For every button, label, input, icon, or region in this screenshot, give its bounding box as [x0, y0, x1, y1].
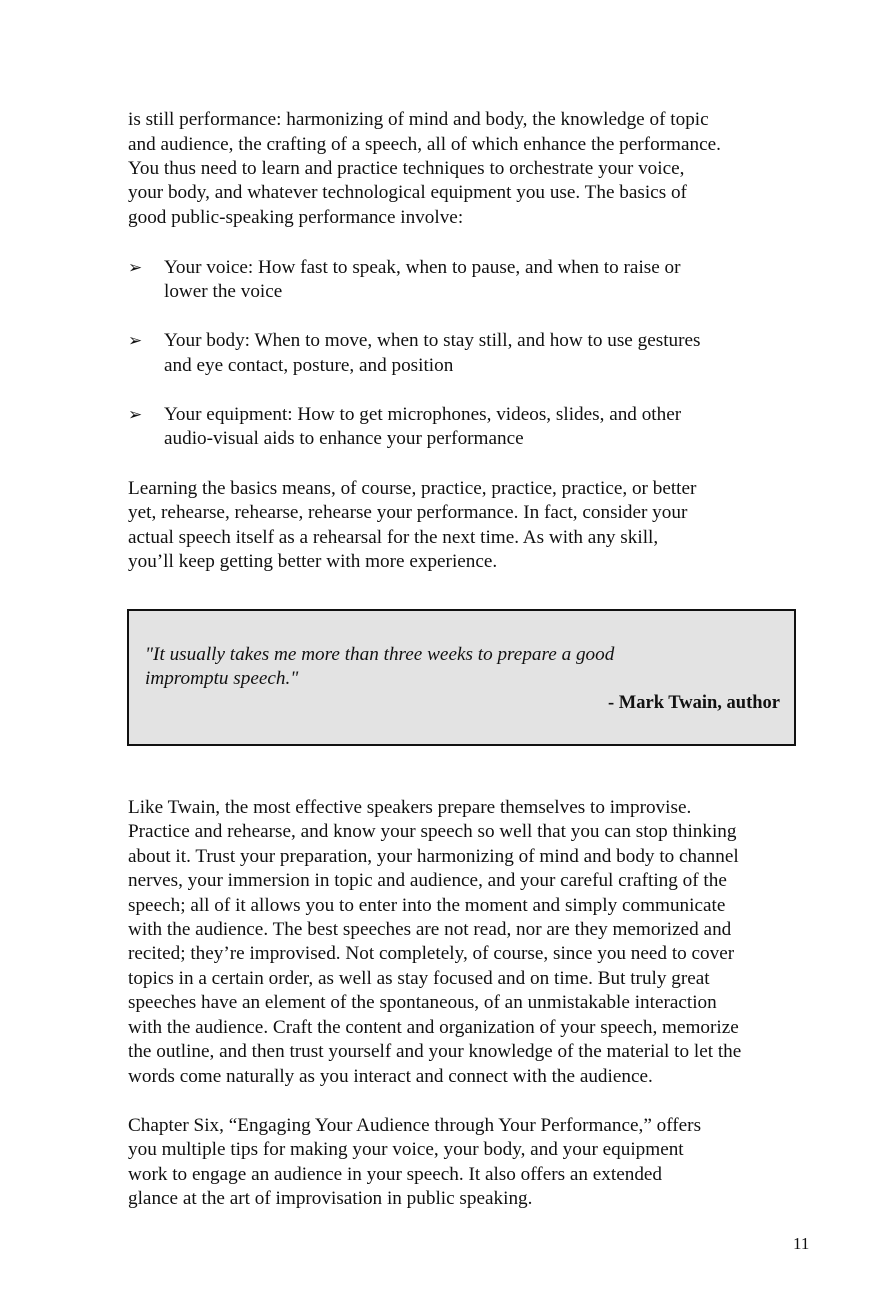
arrow-bullet-icon: ➢	[128, 405, 143, 425]
text-line: actual speech itself as a rehearsal for the next time. As with any skill,	[128, 527, 659, 548]
list-item-text: Your body: When to move, when to stay still, and how to use gestures	[164, 330, 701, 351]
text-line: you’ll keep getting better with more experience.	[128, 551, 498, 572]
text-line: and audience, the crafting of a speech, all of which enhance the performance.	[128, 134, 721, 155]
text-line: Chapter Six, “Engaging Your Audience through Your Performance,” offers	[128, 1115, 702, 1136]
list-item-text: audio-visual aids to enhance your performance	[164, 428, 524, 449]
text-line: yet, rehearse, rehearse, rehearse your performance. In fact, consider your	[128, 502, 688, 523]
text-line: speech; all of it allows you to enter into the moment and simply communicate	[128, 895, 726, 916]
quote-text: "It usually takes me more than three weeks to prepare a good	[145, 644, 615, 665]
text-line: speeches have an element of the spontaneous, of an unmistakable interaction	[128, 992, 717, 1013]
quote-box	[127, 609, 796, 746]
text-line: Learning the basics means, of course, practice, practice, practice, or better	[128, 478, 697, 499]
text-line: you multiple tips for making your voice, your body, and your equipment	[128, 1139, 684, 1160]
list-item-text: Your equipment: How to get microphones, videos, slides, and other	[164, 404, 682, 425]
page-number: 11	[793, 1234, 810, 1253]
list-item-text: Your voice: How fast to speak, when to pause, and when to raise or	[164, 257, 681, 278]
text-line: nerves, your immersion in topic and audience, and your careful crafting of the	[128, 870, 727, 891]
text-line: good public-speaking performance involve:	[128, 207, 464, 228]
text-line: words come naturally as you interact and connect with the audience.	[128, 1066, 653, 1087]
text-line: Like Twain, the most effective speakers prepare themselves to improvise.	[128, 797, 692, 818]
quote-author: - Mark Twain, author	[608, 693, 780, 713]
text-line: You thus need to learn and practice techniques to orchestrate your voice,	[128, 158, 685, 179]
text-line: with the audience. Craft the content and organization of your speech, memorize	[128, 1017, 739, 1038]
text-line: your body, and whatever technological equipment you use. The basics of	[128, 182, 687, 203]
text-line: the outline, and then trust yourself and your knowledge of the material to let the	[128, 1041, 742, 1062]
arrow-bullet-icon: ➢	[128, 258, 143, 278]
list-item-text: and eye contact, posture, and position	[164, 355, 454, 376]
quote-text: impromptu speech."	[145, 668, 299, 689]
text-line: with the audience. The best speeches are not read, nor are they memorized and	[128, 919, 732, 940]
text-line: work to engage an audience in your speech. It also offers an extended	[128, 1164, 663, 1185]
text-line: glance at the art of improvisation in public speaking.	[128, 1188, 533, 1209]
text-line: recited; they’re improvised. Not completely, of course, since you need to cover	[128, 943, 735, 964]
text-line: is still performance: harmonizing of mind and body, the knowledge of topic	[128, 109, 709, 130]
text-line: topics in a certain order, as well as stay focused and on time. But truly great	[128, 968, 710, 989]
text-line: Practice and rehearse, and know your speech so well that you can stop thinking	[128, 821, 737, 842]
list-item-text: lower the voice	[164, 281, 283, 302]
arrow-bullet-icon: ➢	[128, 331, 143, 351]
text-line: about it. Trust your preparation, your harmonizing of mind and body to channel	[128, 846, 739, 867]
